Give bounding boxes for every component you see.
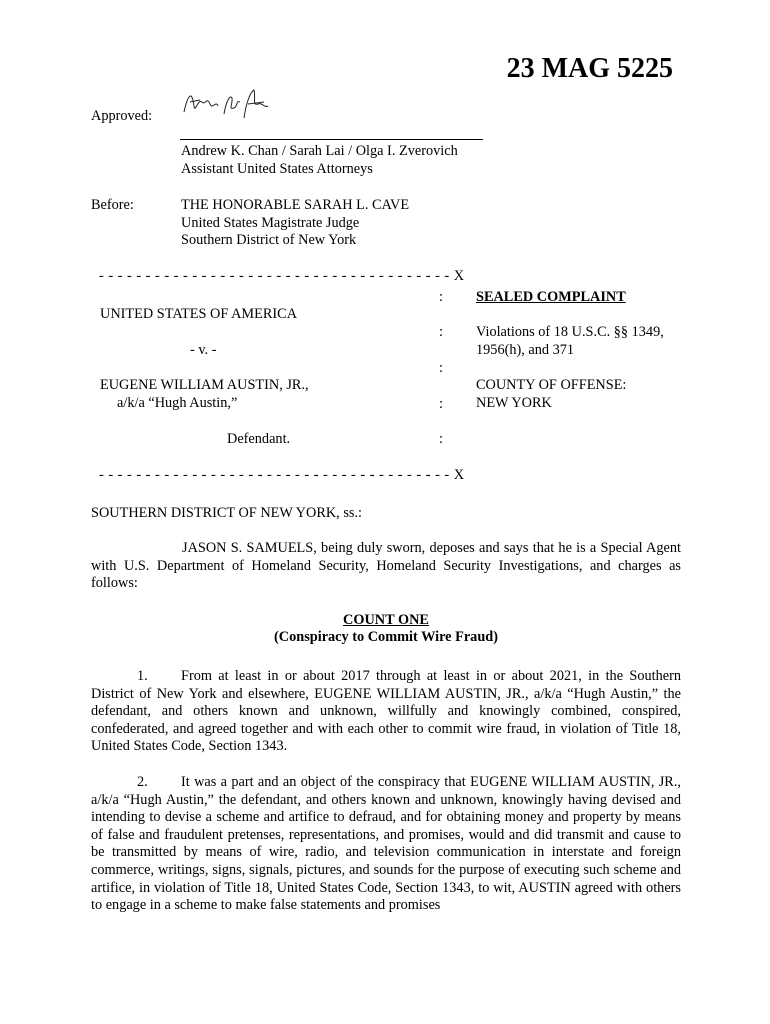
paragraph-1 xyxy=(91,668,681,756)
count-subtitle: (Conspiracy to Commit Wire Fraud) xyxy=(274,629,498,645)
approved-label: Approved: xyxy=(91,108,153,124)
attorneys-title: Assistant United States Attorneys xyxy=(181,161,373,177)
signature-image xyxy=(180,84,272,122)
paragraph-2 xyxy=(91,774,681,915)
paragraph-text: From at least in or about 2017 through at least in or about 2021, in the Southern District of New York and elsewhere, EUGENE WILLIAM AUSTIN, JR., a/k/a “Hugh Austin,” the defendant, and others known and unknown, willfully and knowingly combined, conspired, confederated, and agreed together and with each other to commit wire fraud, in violation of Title 18, United States Code, Section 1343. xyxy=(91,668,681,755)
caption-top-rule: - - - - - - - - - - - - - - - - - - - - - - - - - - - - - - - - - - - - - - X xyxy=(99,268,465,284)
defendant-label: Defendant. xyxy=(227,431,291,447)
violations-line-1: Violations of 18 U.S.C. §§ 1349, xyxy=(476,324,664,340)
attorneys-names: Andrew K. Chan / Sarah Lai / Olga I. Zverovich xyxy=(181,143,458,159)
caption-bottom-rule: - - - - - - - - - - - - - - - - - - - - - - - - - - - - - - - - - - - - - - X xyxy=(99,467,465,483)
paragraph-number: 2. xyxy=(137,774,148,790)
violations-line-2: 1956(h), and 371 xyxy=(476,342,575,358)
venue-line: SOUTHERN DISTRICT OF NEW YORK, ss.: xyxy=(91,505,362,521)
intro-text: JASON S. SAMUELS, being duly sworn, deposes and says that he is a Special Agent with U.S. Department of Homeland Security, Homeland Security Investigations, and charges as follows: xyxy=(91,540,681,592)
defendant-aka: a/k/a “Hugh Austin,” xyxy=(117,395,238,411)
court-name: Southern District of New York xyxy=(181,232,357,248)
intro-paragraph xyxy=(91,540,681,593)
county-label: COUNTY OF OFFENSE: xyxy=(476,377,627,393)
versus-label: - v. - xyxy=(190,342,217,358)
complaint-title: SEALED COMPLAINT xyxy=(476,289,626,305)
signature-line xyxy=(180,139,483,140)
defendant-name: EUGENE WILLIAM AUSTIN, JR., xyxy=(100,377,309,393)
county-value: NEW YORK xyxy=(476,395,552,411)
caption-colon: : xyxy=(439,396,443,412)
paragraph-text: It was a part and an object of the conspiracy that EUGENE WILLIAM AUSTIN, JR., a/k/a “Hugh Austin,” the defendant, and others known and unknown, knowingly having devised and intending to devise a scheme and artifice to defraud, and for obtaining money and property by means of false and fraudulent pretenses, representations, and promises, would and did transmit and cause to be transmitted by means of wire, radio, and television communication in interstate and foreign commerce, writings, signs, signals, pictures, and sounds for the purpose of executing such scheme and artifice, in violation of Title 18, United States Code, Section 1343, to wit, AUSTIN agreed with others to engage in a scheme to make false statements and promises xyxy=(91,774,681,914)
judge-name: THE HONORABLE SARAH L. CAVE xyxy=(181,197,410,213)
before-label: Before: xyxy=(91,197,134,213)
count-title: COUNT ONE xyxy=(343,612,429,628)
caption-colon: : xyxy=(439,360,443,376)
docket-number: 23 MAG 5225 xyxy=(506,53,673,84)
plaintiff-name: UNITED STATES OF AMERICA xyxy=(100,306,298,322)
caption-colon: : xyxy=(439,324,443,340)
judge-title: United States Magistrate Judge xyxy=(181,215,360,231)
paragraph-number: 1. xyxy=(137,668,148,684)
caption-colon: : xyxy=(439,431,443,447)
caption-colon: : xyxy=(439,289,443,305)
